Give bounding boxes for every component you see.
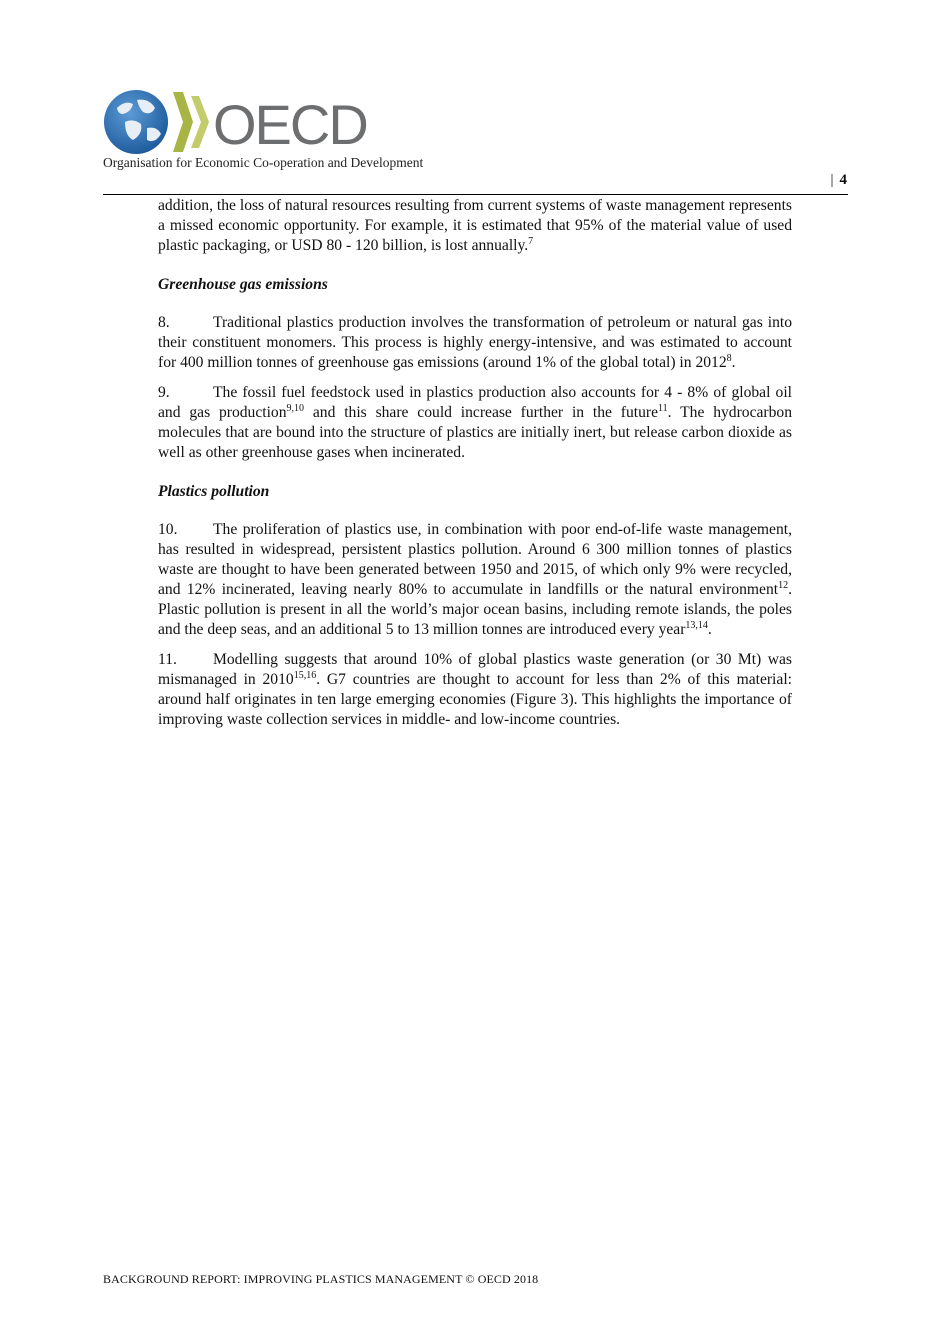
globe-icon bbox=[104, 90, 168, 154]
oecd-wordmark: OECD bbox=[213, 93, 367, 156]
page-footer: BACKGROUND REPORT: IMPROVING PLASTICS MANAGEMENT © OECD 2018 bbox=[103, 1272, 539, 1286]
footnote-ref[interactable]: 7 bbox=[528, 236, 534, 247]
page-content bbox=[158, 196, 792, 740]
footnote-ref[interactable]: 11 bbox=[658, 403, 668, 414]
paragraph-number: 9. bbox=[158, 384, 170, 401]
footnote-ref[interactable]: 9,10 bbox=[286, 403, 305, 414]
paragraph-number: 8. bbox=[158, 314, 170, 331]
intro-paragraph: addition, the loss of natural resources resulting from current systems of waste management represents a missed economic opportunity. For example, it is estimated that 95% of the material value of used plastic packaging, or USD 80 - 120 billion, is lost annually.$^7$ bbox=[158, 197, 792, 254]
paragraph-10: 10. The proliferation of plastics use, in combination with poor end-of-life waste management, has resulted in widespread, persistent plastics pollution. Around 6 300 million tonnes of plastics waste are thought to have been generated between 1950 and 2015, of which only 9% were recycled, and 12% incinerated, leaving nearly 80% to accumulate in landfills or the natural environment$^{12}$. Plastic pollution is present in all the world’s major ocean basins, including remote islands, the poles and the deep seas, and an additional 5 to 13 million tonnes are introduced every year$^{13,14}$. bbox=[158, 521, 792, 638]
footnote-ref[interactable]: 15,16 bbox=[293, 670, 317, 681]
section-heading-pollution: Plastics pollution bbox=[158, 483, 270, 500]
page-number bbox=[830, 172, 847, 189]
footnote-ref[interactable]: 12 bbox=[778, 580, 789, 591]
paragraph-9: 9. The fossil fuel feedstock used in plastics production also accounts for 4 - 8% of global oil and gas production$^{9,10}$ and this share could increase further in the future$^{11}$. The hydrocarbon molecules that are bound into the structure of plastics are initially inert, but release carbon dioxide as well as other greenhouse gases when incinerated. bbox=[158, 384, 793, 461]
paragraph-11: 11. Modelling suggests that around 10% of global plastics waste generation (or 30 Mt) was mismanaged in 2010$^{15,16}$. G7 countries are thought to account for less than 2% of this material: around half originates in ten large emerging economies (Figure 3). This highlights the importance of improving waste collection services in middle- and low-income countries. bbox=[158, 651, 792, 728]
org-name: Organisation for Economic Co-operation and Development bbox=[103, 155, 424, 170]
header-rule bbox=[103, 194, 848, 195]
paragraph-8: 8. Traditional plastics production involves the transformation of petroleum or natural gas into their constituent monomers. This process is highly energy-intensive, and was estimated to account for 400 million tonnes of greenhouse gas emissions (around 1% of the global total) in 2012$^8$. bbox=[158, 314, 792, 371]
paragraph-number: 11. bbox=[158, 651, 177, 668]
chevron-icon bbox=[173, 92, 209, 152]
footnote-ref[interactable]: 8 bbox=[726, 353, 732, 364]
oecd-logo bbox=[103, 88, 378, 158]
section-heading-ghg: Greenhouse gas emissions bbox=[158, 276, 328, 293]
page-separator: | bbox=[830, 172, 834, 188]
footnote-ref[interactable]: 13,14 bbox=[685, 620, 708, 631]
paragraph-number: 10. bbox=[158, 521, 178, 538]
page-number-value: 4 bbox=[839, 172, 847, 188]
